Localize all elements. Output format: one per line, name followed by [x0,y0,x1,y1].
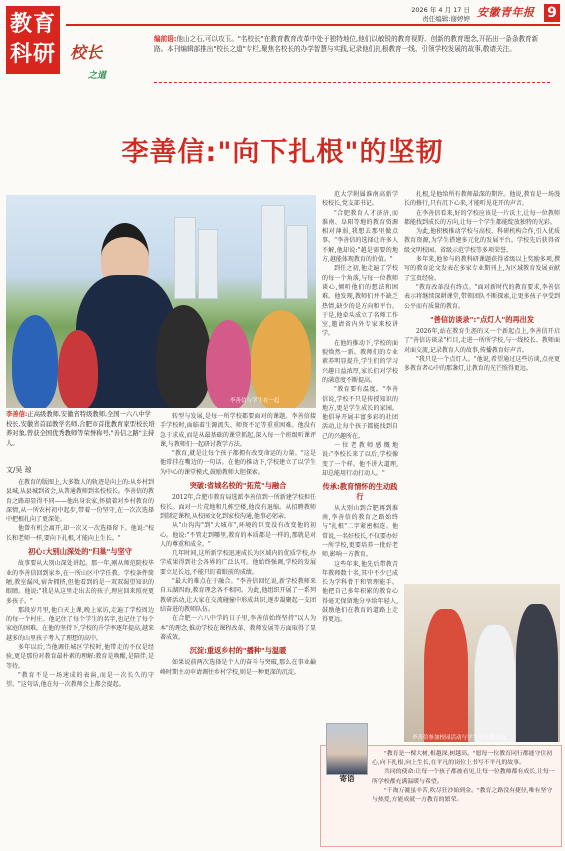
article-paragraph: "合肥教育人才济济,而淮南、阜阳等地的教育资源相对薄弱,我想去那里做点事。"李善信的选择让许多人不解,他却说:"越是需要的地方,越能体现教育的价值。" [322,209,398,264]
article-paragraph: "教育要有温度。"李善信说,学校不只是传授知识的地方,更是学生成长的家园。他倡导开展丰富多彩的社团活动,让每个孩子都能找到自己的兴趣所在。 [322,386,398,440]
photo-child [424,609,468,742]
header-meta [380,6,470,24]
photo-person [516,604,558,742]
article-paragraph: 一位老教师感慨地说:"李校长来了以后,学校像变了一个样。他不讲大道理,却总能用行动打动人。" [322,442,398,477]
photo-caption: 李善信与学生在一起 [230,398,280,404]
message-text [372,750,556,842]
article-subhead: 初心:大别山深处的"归巢"与坚守 [28,547,132,557]
article-paragraph: "教育改革没有终点。"面对新时代的教育要求,李善信表示将继续深耕课堂,带领团队不断探索,让更多孩子享受到公平而有质量的教育。 [404,283,560,310]
article-subhead: 沉淀:重返乡村的"播种"与温暖 [189,646,287,656]
article-paragraph: 多年来,他参与的教科研课题获得省级以上奖励多项,撰写的教育论文发表在多家专业期刊上,为区域教育发展贡献了宝贵经验。 [404,256,560,282]
photo-child [474,624,516,742]
photo-building [198,229,218,299]
message-title: 寄语 [339,774,355,783]
profile-box [6,410,156,460]
article-paragraph: 在教育的版图上,大多数人的轨迹是向上的:从乡村到县城,从县城到省会,从普通教师到名校校长。李善信的教育之路却显得不同——他出身农家,怀揣着对乡村教育的深情,从一所农村初中起步,带着一份坚守,在一次次选择中把根扎向了更深处。 [6,479,154,524]
article-paragraph: 范大学附属淮南高新学校校长,党支部书记。 [322,191,398,208]
article-paragraph: 2026年,站在教育生涯的又一个新起点上,李善信开启了"善信访谈录"栏目,走进一所所学校,与一线校长、教师面对面交流,记录教育人的故事,传播教育好声音。 [404,328,560,354]
message-paragraph: "教育是一棵大树,根越深,树越高。"愿每一位教育同行都能守住初心,向下扎根,向上生长,在平凡的岗位上书写不平凡的故事。 [372,751,553,767]
article-paragraph: "我只是一个点灯人。"他说,希望通过这些访谈,点亮更多教育者心中的那盏灯,让教育的光芒照得更远。 [404,356,560,373]
article-column-4 [404,190,560,578]
article-paragraph: 在合肥一六八中学的日子里,李善信始终坚持"以人为本"的理念,推动学校在课程改革、教师发展等方面取得了显著成效。 [160,615,316,641]
secondary-photo-caption: 李善信参加校园活动与学生们互动交流 [412,735,506,741]
column-logo-sub: 之道 [88,71,107,81]
article-paragraph: 到任之初,他走遍了学校的每一个角落,与每一位教师谈心,倾听他们的想法和困难。他发现,教师们并不缺乏热情,缺少的是方向和平台。于是,他牵头成立了名师工作室,邀请省内外专家来校讲学。 [322,265,398,338]
photo-building [286,225,308,299]
article-paragraph: 为此,他积极推动学校与高校、科研机构合作,引入优质教育资源,为学生搭建多元化的发展平台。学校先后获得省级文明校园、省级示范学校等多项荣誉。 [404,228,560,254]
article-subhead: "善信访谈录":"点灯人"的再出发 [429,314,535,324]
article-paragraph: 从"山沟沟"到"大城市",环境的巨变没有改变他的初心。他说:"不管走到哪里,教育的本质都是一样的,那就是对人的尊重和成全。" [160,522,316,548]
photo-child [156,305,211,408]
photo-building [261,205,285,299]
column-logo-main: 校长 [70,43,103,62]
profile-text: 正高级教师,安徽省特级教师,全国一六八中学校长,安徽省首届教学名师,合肥市首批教育家型校长培养对象,曾获全国优秀教师等荣誉称号,"善信之路"主持人。 [6,411,155,447]
message-portrait [326,723,368,775]
article-paragraph: 2012年,合肥市教育局选派李善信到一所新建学校担任校长。面对一片荒地和几栋空楼,他没有退缩。从招聘教师到制定课程,从校园文化到家校沟通,他事必躬亲。 [160,494,316,520]
article-paragraph: 如果说前两次选择是个人的奋斗与突破,那么在事业巅峰时期主动申请调往乡村学校,则是一种更深的沉淀。 [160,659,316,676]
message-paragraph: "千淘万漉虽辛苦,吹尽狂沙始到金。"教育之路没有捷径,唯有坚守与热爱,方能成就一方教育的繁荣。 [372,787,553,804]
article-paragraph: 多年以后,当他调任城区学校时,他带走的不仅是经验,更是那份对教育最朴素的理解:教育是唤醒,是陪伴,是等待。 [6,644,154,670]
article-paragraph: 那段岁月里,他白天上课,晚上家访,走遍了学校周边的每一个村庄。他记住了每个学生的名字,也记住了每个家庭的困难。在他的坚持下,学校的升学率逐年提高,越来越多的山里孩子考入了理想的高中。 [6,606,154,642]
profile-name: 李善信: [6,411,28,418]
responsible-editor: 责任编辑:谢婷婷 [422,15,470,23]
article-column-3 [322,190,398,740]
editor-note-text: 他山之石,可以攻玉。"名校长"在教育教育改革中处于独特地位,他们以敏锐的教育视野、创新的教育理念,开拓出一条条教育新路。本刊编辑部推出"校长之道"专栏,聚焦名校长的办学智慧与实践,记录他们扎根教育一线、引领学校发展的故事,敬请关注。 [154,35,539,53]
page-number: 9 [544,4,560,22]
article-headline: 李善信:"向下扎根"的坚韧 [121,137,444,168]
article-paragraph: "最大的难点在于融合。"李善信回忆说,新学校教师来自五湖四海,教育理念各不相同。为此,他组织开展了一系列教研活动,让大家在交流碰撞中形成共识,逐步凝聚起一支团结奋进的教师队伍。 [160,578,316,613]
issue-date: 2026 年 4 月 17 日 [411,6,470,14]
article-column-2 [160,412,316,846]
article-paragraph: "教育不是一场速成的表演,而是一次长久的守望。"这句话,他在每一次教师会上都会提起。 [6,671,154,689]
article-subhead: 突破:省城名校的"拓荒"与融合 [189,481,287,491]
article-paragraph: 他曾有机会离开,却一次又一次选择留下。他说:"校长和老师一样,要向下扎根,才能向上生长。" [6,525,154,542]
article-paragraph: 转型与发展,是每一所学校都要面对的课题。李善信接手学校时,面临着生源流失、师资不足等重重困难。他没有急于求成,而是从最基础的课堂抓起,深入每一个班级听课评课,与教师们一起研讨教学方法。 [160,413,316,448]
photo-child [251,310,311,408]
photo-child [12,315,58,408]
header-rule [66,24,560,26]
main-photo [6,195,316,408]
secondary-photo [404,584,560,742]
article-paragraph: 这些年来,他先后带教青年教师数十名,其中不少已成长为学科骨干和管理能手。他把自己多年积累的教育心得毫无保留地分享给年轻人,鼓励他们在教育的道路上走得更远。 [322,560,398,624]
author-byline: 文/吴 琼 [6,466,32,474]
section-title-line-2: 科研 [9,42,56,67]
article-paragraph: 在李善信看来,好的学校应该是一片沃土,让每一位教师都能找到成长的方向,让每一个学生都能绽放独特的光彩。 [404,209,560,226]
photo-child [58,330,98,408]
section-title-line-1: 教育 [9,12,56,37]
article-paragraph: "教育,就是让每个孩子都拥有改变命运的力量。"这是他常挂在嘴边的一句话。在他的推动下,学校建立了以学生为中心的课堂模式,鼓励教师大胆探索。 [160,450,316,476]
column-logo [70,40,150,80]
newspaper-name: 安徽青年报 [477,6,535,19]
message-paragraph: 共同的使命:让每一个孩子都被看见,让每一位教师都有成长,让每一所学校都充满温暖与希望。 [372,769,555,785]
editor-note-lead: 编前语: [154,35,177,43]
photo-building [174,217,196,299]
section-title [6,6,60,74]
article-paragraph: 故事要从大别山深处讲起。那一年,刚从师范院校毕业的李善信回到家乡,在一所山区中学任教。学校条件简陋,教室漏风,宿舍拥挤,但他看到的是一双双渴望知识的眼睛。他说:"我是从这里走出去的孩子,理应回来照亮更多孩子。" [6,560,154,605]
editor-note [154,34,550,83]
article-subhead: 传承:教育情怀的生动践行 [322,482,398,501]
article-paragraph: 扎根,是他给所有教师最深的期许。他说,教育是一场漫长的修行,只有沉下心来,才能听见花开的声音。 [404,191,560,208]
article-paragraph: 在他的推动下,学校的面貌焕然一新。教师们的专业素养明显提升,学生们的学习兴趣日益浓厚,家长们对学校的满意度不断提高。 [322,339,398,384]
article-paragraph: 从大别山到合肥再到淮南,李善信的教育之路始终与"扎根"二字紧密相连。他常说,一名好校长,不仅要办好一所学校,更要培养一批好老师,影响一方教育。 [322,504,398,559]
article-column-1 [6,478,154,846]
photo-child [206,320,251,408]
article-paragraph: 几年时间,这所新学校迅速成长为区域内的优质学校,办学成果得到社会各界的广泛认可。他始终强调,学校的发展要立足长远,不能只盯着眼前的成绩。 [160,550,316,576]
